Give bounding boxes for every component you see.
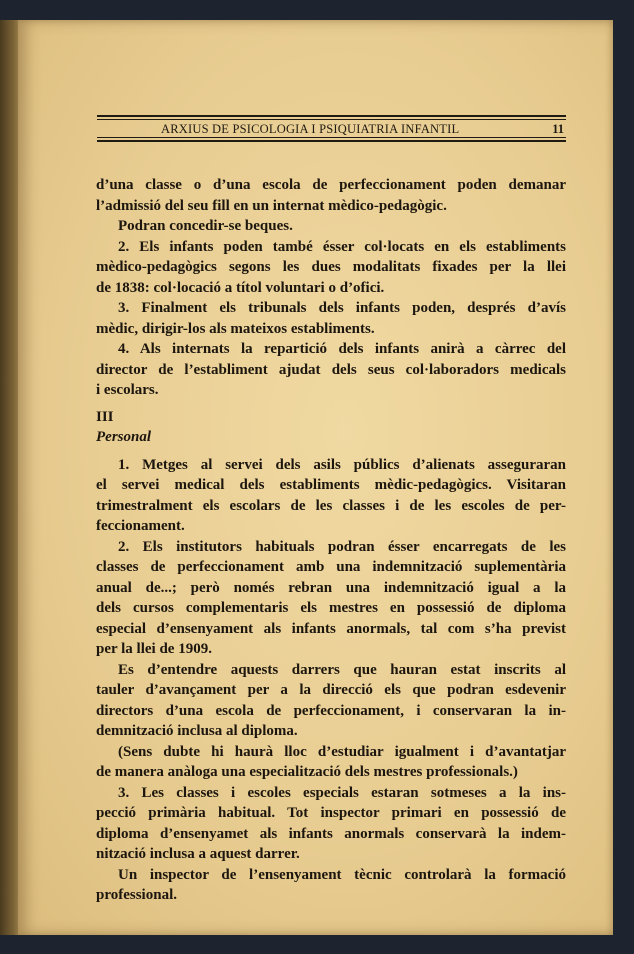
text-line: tauler d’avançament per a la direcció els que podran esdevenir — [96, 682, 566, 698]
header-rule-bottom — [97, 140, 566, 142]
text-line: feccionament. — [96, 518, 185, 534]
text-line: Un inspector de l’ensenyament tècnic controlarà la formació — [118, 866, 566, 883]
section-title: Personal — [96, 428, 152, 445]
text-line: 3. Finalment els tribunals dels infants poden, després d’avís — [118, 300, 566, 316]
body-text — [96, 175, 566, 906]
text-line: director de l’establiment ajudat dels seus col·laboradors medicals — [96, 361, 566, 378]
text-line: directors d’una escola de perfeccionament, i conservaran la in- — [96, 702, 566, 719]
text-line: classes de perfeccionament amb una indemnització suplementària — [96, 559, 566, 575]
text-line: per la llei de 1909. — [96, 641, 212, 657]
text-line: professional. — [96, 887, 177, 903]
text-line: l’admissió del seu fill en un internat mèdico-pedagògic. — [96, 197, 447, 214]
text-line: nització inclusa a aquest darrer. — [96, 846, 300, 862]
text-line: mèdico-pedagògics segons les dues modalitats fixades per la llei — [96, 259, 566, 275]
text-line: trimestralment els escolars de les classes i de les escoles de per- — [96, 497, 566, 514]
text-line: 3. Les classes i escoles especials estaran sotmeses a la ins- — [118, 784, 566, 801]
text-line: de 1838: col·locació a títol voluntari o d’ofici. — [96, 279, 385, 296]
section-number: III — [96, 408, 114, 425]
text-line: mèdic, dirigir-los als mateixos establiments. — [96, 320, 375, 337]
text-line: el servei medical dels establiments mèdic-pedagògics. Visitaran — [96, 477, 566, 493]
page-number: 11 — [552, 122, 564, 136]
text-line: i escolars. — [96, 382, 159, 398]
journal-title: ARXIUS DE PSICOLOGIA I PSIQUIATRIA INFANTIL — [161, 122, 460, 136]
text-line: 2. Els infants poden també ésser col·locats en els establiments — [118, 238, 566, 255]
text-line: 2. Els institutors habituals podran ésser encarregats de les — [118, 538, 566, 555]
text-line: de manera anàloga una especialització dels mestres professionals.) — [96, 764, 518, 780]
text-line: Podran concedir-se beques. — [118, 218, 293, 234]
text-line: diploma d’ensenyamet als infants anormals conservarà la indem- — [96, 825, 566, 842]
header-rule-top — [97, 115, 566, 117]
text-line: demnització inclusa al diploma. — [96, 723, 298, 739]
header-rule-top-thin — [97, 119, 566, 120]
running-header — [97, 115, 566, 145]
text-line: 1. Metges al servei dels asils públics d’alienats asseguraran — [118, 456, 566, 473]
text-line: d’una classe o d’una escola de perfeccionament poden demanar — [96, 177, 566, 193]
text-line: dels cursos complementaris els mestres en possessió de diploma — [96, 600, 566, 616]
text-line: Es d’entendre aquests darrers que hauran estat inscrits al — [118, 661, 566, 678]
text-line: pecció primària habitual. Tot inspector primari en possessió de — [96, 805, 566, 821]
text-line: especial d’ensenyament als infants anormals, tal com s’ha previst — [96, 620, 566, 637]
header-rule-bottom-thin — [97, 137, 566, 138]
text-line: (Sens dubte hi haurà lloc d’estudiar igualment i d’avantatjar — [118, 743, 566, 760]
text-line: 4. Als internats la repartició dels infants anirà a càrrec del — [118, 341, 566, 357]
text-line: anual de...; però només rebran una indemnització igual a la — [96, 579, 566, 596]
